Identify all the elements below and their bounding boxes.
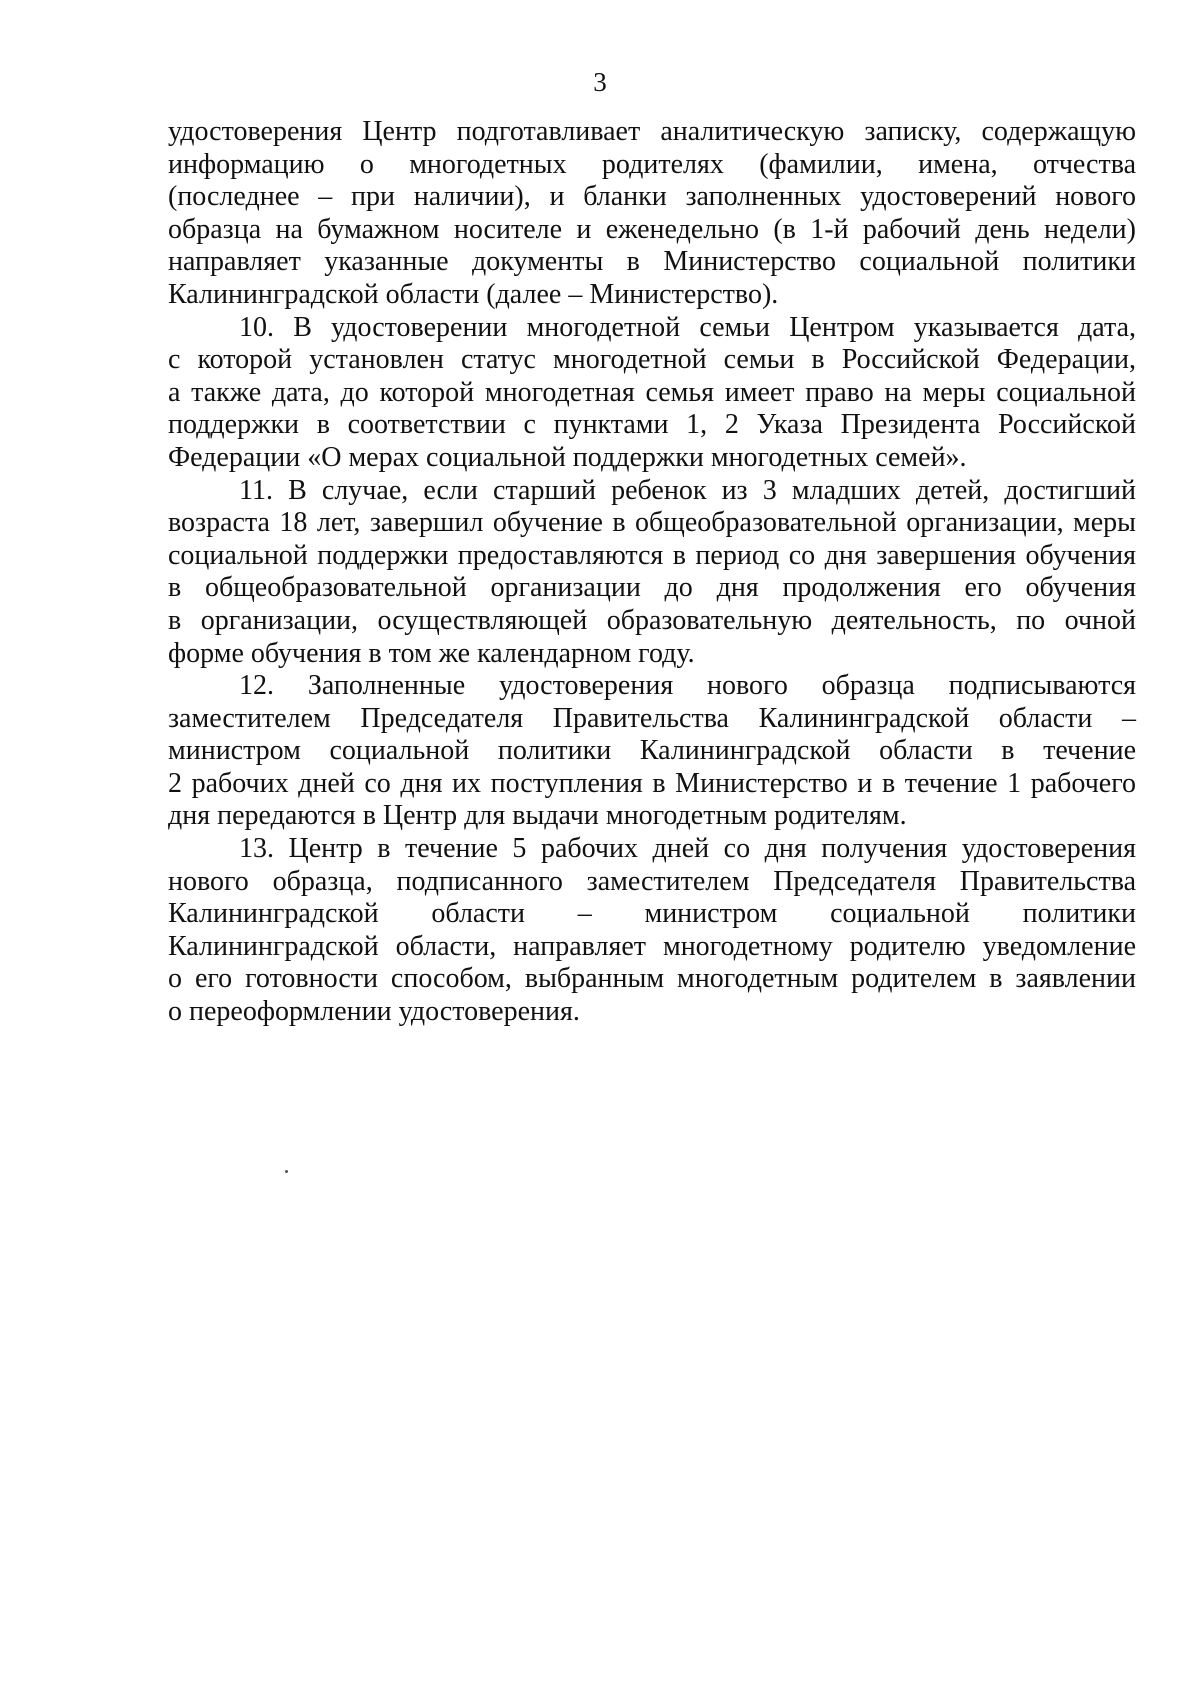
text-line: Калининградской области – министром социальной политики (168, 898, 1136, 930)
paragraph-9-continuation (168, 116, 1136, 312)
text-line: 10. В удостоверении многодетной семьи Центром указывается дата, (239, 311, 1136, 343)
text-line: информацию о многодетных родителях (фамилии, имена, отчества (168, 148, 1136, 180)
text-line: нового образца, подписанного заместителем Председателя Правительства (168, 865, 1136, 897)
paragraph-10 (168, 312, 1136, 475)
text-line: образца на бумажном носителе и еженедельно (в 1-й рабочий день недели) (168, 213, 1136, 245)
text-line: заместителем Председателя Правительства Калининградской области – (168, 702, 1136, 734)
text-line: дня передаются в Центр для выдачи многодетным родителям. (168, 800, 907, 832)
text-line: направляет указанные документы в Министерство социальной политики (168, 246, 1136, 278)
text-line: поддержки в соответствии с пунктами 1, 2 Указа Президента Российской (168, 409, 1136, 441)
paragraph-12 (168, 670, 1136, 833)
text-line: 11. В случае, если старший ребенок из 3 младших детей, достигший (239, 474, 1136, 506)
page-number: 3 (593, 67, 607, 97)
text-line: (последнее – при наличии), и бланки заполненных удостоверений нового (168, 181, 1136, 213)
text-line: а также дата, до которой многодетная семья имеет право на меры социальной (168, 376, 1136, 408)
document-body (168, 116, 1136, 1029)
text-line: о переоформлении удостоверения. (168, 996, 580, 1028)
text-line: форме обучения в том же календарном году. (168, 637, 695, 669)
paragraph-11 (168, 475, 1136, 671)
text-line: удостоверения Центр подготавливает аналитическую записку, содержащую (168, 116, 1136, 147)
text-line: Калининградской области, направляет многодетному родителю уведомление (168, 930, 1136, 962)
text-line: в общеобразовательной организации до дня продолжения его обучения (168, 572, 1136, 604)
text-line: с которой установлен статус многодетной семьи в Российской Федерации, (168, 344, 1136, 376)
text-line: о его готовности способом, выбранным многодетным родителем в заявлении (168, 963, 1136, 995)
text-line: социальной поддержки предоставляются в период со дня завершения обучения (168, 539, 1136, 571)
text-line: Калининградской области (далее – Министерство). (168, 278, 779, 310)
text-line: возраста 18 лет, завершил обучение в общеобразовательной организации, меры (168, 507, 1136, 539)
text-line: 13. Центр в течение 5 рабочих дней со дня получения удостоверения (239, 833, 1136, 865)
paragraph-13 (168, 833, 1136, 1029)
scan-speck (285, 1170, 288, 1173)
text-line: в организации, осуществляющей образовательную деятельность, по очной (168, 604, 1136, 636)
text-line: министром социальной политики Калининградской области в течение (168, 735, 1136, 767)
text-line: 12. Заполненные удостоверения нового образца подписываются (239, 670, 1136, 702)
text-line: Федерации «О мерах социальной поддержки многодетных семей». (168, 441, 967, 473)
text-line: 2 рабочих дней со дня их поступления в Министерство и в течение 1 рабочего (168, 767, 1136, 799)
